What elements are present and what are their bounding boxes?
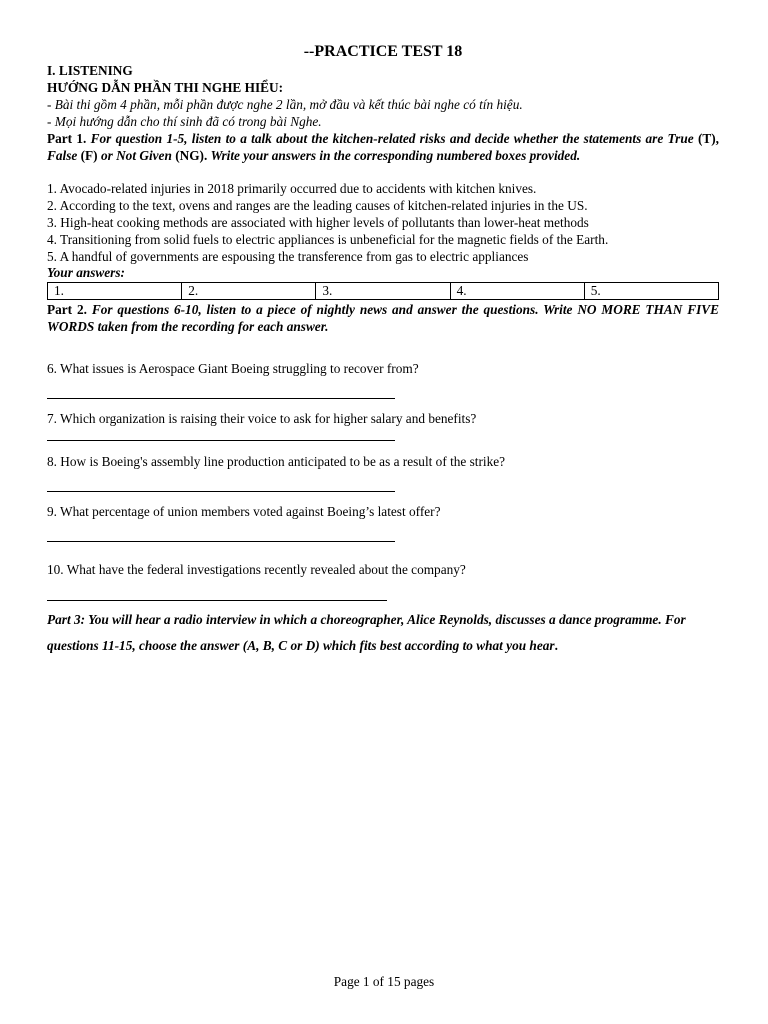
statement-4: 4. Transitioning from solid fuels to electric appliances is unbeneficial for the magnetic fields of the Earth. (47, 232, 609, 247)
answer-box[interactable]: 5. (584, 283, 718, 300)
question-8: 8. How is Boeing's assembly line production anticipated to be as a result of the strike? (47, 454, 506, 469)
part2-instructions: Part 2. For questions 6-10, listen to a piece of nightly news and answer the questions. Write NO MORE THAN FIVE WORDS taken from the recording for each answer. (47, 302, 720, 334)
question-10: 10. What have the federal investigations recently revealed about the company? (47, 562, 466, 577)
question-7: 7. Which organization is raising their voice to ask for higher salary and benefits? (47, 411, 477, 426)
answer-box[interactable]: 1. (48, 283, 182, 300)
part1-instructions: Part 1. For question 1-5, listen to a talk about the kitchen-related risks and decide whether the statements are True (T), False (F) or Not Given (NG). Write your answers in the corresponding numbered boxes provided. (47, 131, 719, 163)
page-footer: Page 1 of 15 pages (333, 974, 435, 989)
answer-line-8[interactable] (47, 491, 395, 492)
answer-line-6[interactable] (47, 398, 395, 399)
guide-heading: HƯỚNG DẪN PHẦN THI NGHE HIỂU: (47, 80, 284, 95)
answer-line-10[interactable] (47, 600, 387, 601)
guide-line-1: - Bài thi gồm 4 phần, mỗi phần được nghe 2 lần, mở đầu và kết thúc bài nghe có tín hiệu. (47, 97, 523, 112)
statement-5: 5. A handful of governments are espousing the transference from gas to electric appliances (47, 249, 529, 264)
answer-table (47, 282, 719, 300)
answer-line-7[interactable] (47, 440, 395, 441)
part3-instructions: Part 3: You will hear a radio interview in which a choreographer, Alice Reynolds, discusses a dance programme. For questions 11-15, choose the answer (A, B, C or D) which fits best according to what you hear. (47, 612, 686, 653)
answers-label: Your answers: (47, 265, 125, 280)
question-6: 6. What issues is Aerospace Giant Boeing struggling to recover from? (47, 361, 419, 376)
part1-label: Part 1. (47, 131, 87, 146)
statement-3: 3. High-heat cooking methods are associated with higher levels of pollutants than lower-heat methods (47, 215, 589, 230)
guide-line-2: - Mọi hướng dẫn cho thí sinh đã có trong bài Nghe. (47, 114, 322, 129)
answer-box[interactable]: 2. (182, 283, 316, 300)
statement-1: 1. Avocado-related injuries in 2018 primarily occurred due to accidents with kitchen knives. (47, 181, 537, 196)
part2-label: Part 2. (47, 302, 87, 317)
answer-line-9[interactable] (47, 541, 395, 542)
question-9: 9. What percentage of union members voted against Boeing’s latest offer? (47, 504, 441, 519)
section-heading: I. LISTENING (47, 63, 133, 78)
page-title: --PRACTICE TEST 18 (303, 43, 463, 60)
answer-box[interactable]: 3. (316, 283, 450, 300)
answer-box[interactable]: 4. (450, 283, 584, 300)
statement-2: 2. According to the text, ovens and ranges are the leading causes of kitchen-related injuries in the US. (47, 198, 588, 213)
